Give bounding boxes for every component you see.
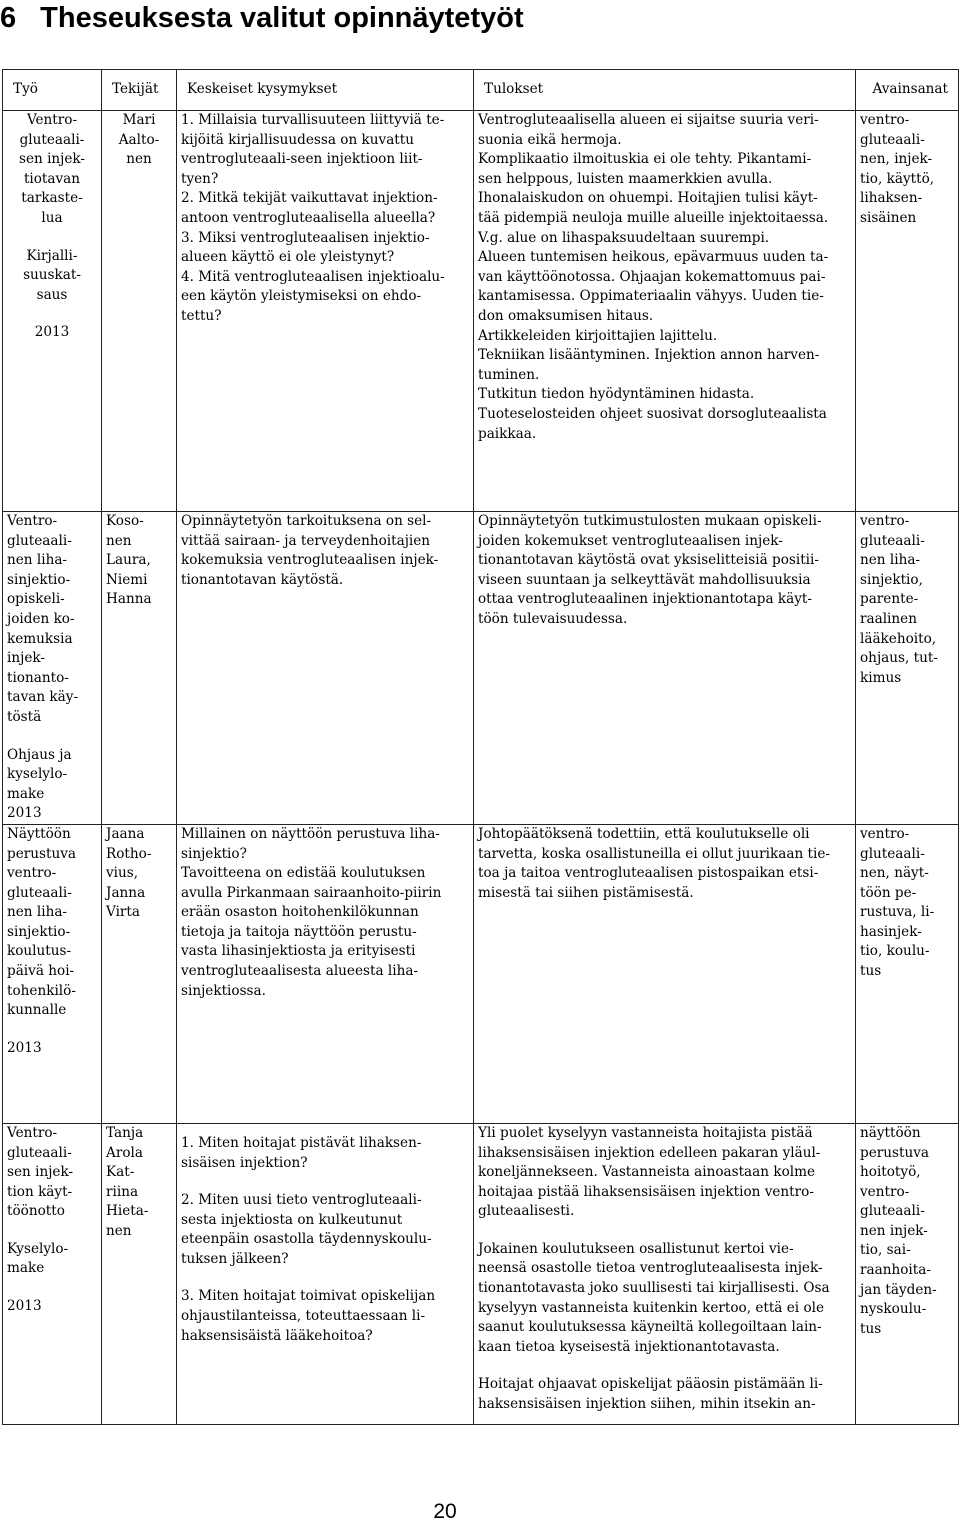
result-line: Yli puolet kyselyyn vastanneista hoitajista pistää bbox=[478, 1124, 813, 1141]
header-keywords: Avainsanat bbox=[856, 70, 959, 111]
questions-cell bbox=[177, 1123, 474, 1424]
work-line: tarkaste- bbox=[21, 190, 83, 207]
author-line: Virta bbox=[106, 904, 140, 921]
result-line: Opinnäytetyön tutkimustulosten mukaan opiskeli- bbox=[478, 513, 822, 529]
results-cell bbox=[474, 512, 856, 825]
question-line: sinjektio? bbox=[181, 845, 247, 862]
work-line: gluteaali- bbox=[7, 884, 72, 901]
author-line: Tanja bbox=[106, 1124, 144, 1141]
result-line: Jokainen koulutukseen osallistunut kertoi vie- bbox=[478, 1240, 794, 1257]
question-line: sesta injektiosta on kulkeutunut bbox=[181, 1211, 403, 1228]
author-line: nen bbox=[126, 151, 152, 168]
question-line: haksensisäistä lääkehoitoa? bbox=[181, 1327, 373, 1344]
author-line: nen bbox=[106, 532, 132, 549]
type-line: Kirjalli- bbox=[26, 247, 78, 264]
result-line: Tutkitun tiedon hyödyntäminen hidasta. bbox=[478, 386, 755, 403]
result-line: tää pidempiä neuloja muille alueille injektoitaessa. bbox=[478, 209, 829, 226]
work-line: nen liha- bbox=[7, 904, 68, 921]
question-line: 3. Miten hoitajat toimivat opiskelijan bbox=[181, 1288, 436, 1305]
section-heading bbox=[0, 0, 524, 36]
question-line: Millainen on näyttöön perustuva liha- bbox=[181, 825, 440, 842]
work-line: injek- bbox=[7, 650, 45, 667]
questions-cell bbox=[177, 111, 474, 512]
keyword-line: näyttöön bbox=[860, 1124, 921, 1141]
author-line: Kat- bbox=[106, 1164, 135, 1181]
work-line: tionanto- bbox=[7, 669, 69, 686]
table-row bbox=[3, 512, 959, 825]
work-line: sen injek- bbox=[18, 151, 86, 168]
work-line: tavan käy- bbox=[7, 689, 79, 706]
year: 2013 bbox=[7, 1039, 42, 1056]
questions-cell bbox=[177, 512, 474, 825]
result-line: tionantotavasta joko suullisesti tai kirjallisesti. Osa bbox=[478, 1280, 830, 1297]
result-line: kantamisessa. Oppimateriaalin vähyys. Uuden tie- bbox=[478, 288, 824, 305]
authors-cell bbox=[102, 1123, 177, 1424]
work-line: gluteaali- bbox=[19, 131, 85, 148]
keyword-line: ohjaus, tut- bbox=[860, 650, 938, 667]
author-line: Niemi bbox=[106, 571, 148, 588]
question-line: tyen? bbox=[181, 170, 219, 187]
question-line: Tavoitteena on edistää koulutuksen bbox=[181, 865, 426, 882]
table-row bbox=[3, 1123, 959, 1424]
keyword-line: tio, koulu- bbox=[860, 943, 930, 960]
question-line: tionantotavan käytöstä. bbox=[181, 571, 344, 588]
work-line: Ventro- bbox=[7, 513, 58, 529]
work-line: tohenkilö- bbox=[7, 982, 76, 999]
keyword-line: raanhoita- bbox=[860, 1262, 931, 1279]
keyword-line: tio, sai- bbox=[860, 1242, 911, 1259]
question-line: sinjektiossa. bbox=[181, 982, 266, 999]
keywords-cell bbox=[856, 1123, 959, 1424]
result-line: Ihonalaiskudon on ohuempi. Hoitajien tulisi käyt- bbox=[478, 190, 818, 207]
question-line: avulla Pirkanmaan sairaanhoito-piirin bbox=[181, 884, 442, 901]
keyword-line: gluteaali- bbox=[860, 1203, 925, 1220]
result-line: misestä tai siihen pistämisestä. bbox=[478, 884, 694, 901]
type-line: Ohjaus ja bbox=[7, 746, 72, 763]
header-results: Tulokset bbox=[474, 70, 856, 111]
keyword-line: lääkehoito, bbox=[860, 630, 937, 647]
result-line: Alueen tuntemisen heikous, epävarmuus uuden ta- bbox=[478, 249, 829, 266]
result-line: paikkaa. bbox=[478, 425, 537, 442]
keyword-line: gluteaali- bbox=[860, 131, 925, 148]
question-line: 4. Mitä ventrogluteaalisen injektioalu- bbox=[181, 268, 445, 285]
author-line: Laura, bbox=[106, 552, 151, 569]
work-line: Näyttöön bbox=[7, 825, 71, 842]
result-line: joiden kokemukset ventrogluteaalisen injek- bbox=[478, 532, 783, 549]
keyword-line: tus bbox=[860, 1320, 882, 1337]
work-line: tiotavan bbox=[23, 170, 81, 187]
keyword-line: sisäinen bbox=[860, 209, 917, 226]
keyword-line: töön pe- bbox=[860, 884, 917, 901]
work-line: kunnalle bbox=[7, 1002, 67, 1019]
results-cell bbox=[474, 824, 856, 1123]
result-line: gluteaalisesti. bbox=[478, 1203, 575, 1220]
result-line: saanut koulutuksessa käyneiltä kollegoiltaan lain- bbox=[478, 1319, 822, 1336]
result-line: Tekniikan lisääntyminen. Injektion annon harven- bbox=[478, 347, 820, 364]
table-header-row bbox=[3, 70, 959, 111]
keyword-line: ventro- bbox=[860, 112, 910, 128]
question-line: 2. Mitkä tekijät vaikuttavat injektion- bbox=[181, 190, 438, 207]
author-line: riina bbox=[106, 1183, 139, 1200]
result-line: suonia eikä hermoja. bbox=[478, 131, 622, 148]
question-line: 1. Millaisia turvallisuuteen liittyviä te- bbox=[181, 112, 445, 128]
result-line: viseen suuntaan ja selkeyttävät mahdollisuuksia bbox=[478, 571, 811, 588]
year: 2013 bbox=[7, 805, 42, 822]
question-line: een käytön yleistymiseksi on ehdo- bbox=[181, 288, 422, 305]
keywords-cell bbox=[856, 512, 959, 825]
result-line: sen helppous, luisten maamerkkien avulla. bbox=[478, 170, 773, 187]
work-line: tion käyt- bbox=[7, 1183, 73, 1200]
result-line: neensä osastolle tietoa ventrogluteaalisesta injek- bbox=[478, 1260, 823, 1277]
work-line: perustuva bbox=[7, 845, 76, 862]
keyword-line: ventro- bbox=[860, 825, 910, 842]
keyword-line: kimus bbox=[860, 669, 902, 686]
author-line: vius, bbox=[106, 865, 139, 882]
keyword-line: ventro- bbox=[860, 513, 910, 529]
result-line: töön tulevaisuudessa. bbox=[478, 610, 628, 627]
question-line: kijöitä kirjallisuudessa on kuvattu bbox=[181, 131, 414, 148]
keywords-cell bbox=[856, 824, 959, 1123]
work-cell bbox=[3, 512, 102, 825]
keyword-line: hoitotyö, bbox=[860, 1164, 921, 1181]
result-line: lihaksensisäisen injektion edelleen pakaran yläul- bbox=[478, 1144, 821, 1161]
questions-cell bbox=[177, 824, 474, 1123]
question-line: 3. Miksi ventrogluteaalisen injektio- bbox=[181, 229, 430, 246]
result-line: koneljännekseen. Vastanneista ainoastaan kolme bbox=[478, 1164, 816, 1181]
work-line: töönotto bbox=[7, 1203, 65, 1220]
type-line: make bbox=[7, 785, 45, 802]
author-line: Rotho- bbox=[106, 845, 152, 862]
result-line: tionantotavan käytöstä ovat yksiselitteisiä positii- bbox=[478, 552, 819, 569]
header-authors: Tekijät bbox=[102, 70, 177, 111]
question-line: kokemuksia ventrogluteaalisen injek- bbox=[181, 552, 439, 569]
keyword-line: nen injek- bbox=[860, 1222, 928, 1239]
section-title: Theseuksesta valitut opinnäytetyöt bbox=[40, 1, 524, 34]
work-line: sinjektio- bbox=[7, 571, 71, 588]
result-line: Johtopäätöksenä todettiin, että koulutukselle oli bbox=[478, 825, 810, 842]
keyword-line: gluteaali- bbox=[860, 845, 925, 862]
result-line: hoitajaa pistää lihaksensisäisen injektion ventro- bbox=[478, 1183, 814, 1200]
result-line: tarvetta, koska osallistuneilla ei ollut juurikaan tie- bbox=[478, 845, 830, 862]
work-line: Ventro- bbox=[7, 1124, 58, 1141]
result-line: tuminen. bbox=[478, 366, 540, 383]
question-line: ventrogluteaali-seen injektioon liit- bbox=[181, 151, 423, 168]
type-line: kyselylo- bbox=[7, 766, 68, 783]
keyword-line: nyskoulu- bbox=[860, 1301, 927, 1318]
question-line: 2. Miten uusi tieto ventrogluteaali- bbox=[181, 1192, 422, 1209]
work-cell bbox=[3, 824, 102, 1123]
author-line: Arola bbox=[106, 1144, 143, 1161]
work-line: sen injek- bbox=[7, 1164, 74, 1181]
work-line: päivä hoi- bbox=[7, 963, 75, 980]
results-cell bbox=[474, 111, 856, 512]
question-line: tuksen jälkeen? bbox=[181, 1250, 289, 1267]
question-line: vittää sairaan- ja terveydenhoitajien bbox=[181, 532, 431, 549]
question-line: tietoja ja taitoja näyttöön perustu- bbox=[181, 923, 417, 940]
authors-cell bbox=[102, 111, 177, 512]
keyword-line: parente- bbox=[860, 591, 919, 608]
keywords-cell bbox=[856, 111, 959, 512]
author-line: Janna bbox=[106, 884, 146, 901]
question-line: tettu? bbox=[181, 307, 222, 324]
result-line: Artikkeleiden kirjoittajien lajittelu. bbox=[478, 327, 718, 344]
keyword-line: jan täyden- bbox=[860, 1281, 937, 1298]
work-line: sinjektio- bbox=[7, 923, 71, 940]
authors-cell bbox=[102, 824, 177, 1123]
header-questions: Keskeiset kysymykset bbox=[177, 70, 474, 111]
work-cell bbox=[3, 1123, 102, 1424]
question-line: sisäisen injektion? bbox=[181, 1154, 308, 1171]
result-line: V.g. alue on lihaspaksuudeltaan suurempi. bbox=[478, 229, 770, 246]
result-line: kyselyyn vastanneista kuitenkin kertoo, että ei ole bbox=[478, 1299, 825, 1316]
result-line: Tuoteselosteiden ohjeet suosivat dorsogluteaalista bbox=[478, 405, 827, 422]
keyword-line: gluteaali- bbox=[860, 532, 925, 549]
work-line: lua bbox=[41, 209, 63, 226]
result-line: Hoitajat ohjaavat opiskelijat pääosin pistämään li- bbox=[478, 1376, 823, 1393]
result-line: haksensisäisen injektion siihen, mihin itsekin an- bbox=[478, 1396, 816, 1413]
result-line: van käyttöönotossa. Ohjaajan kokemattomuus pai- bbox=[478, 268, 826, 285]
thesis-table bbox=[2, 69, 959, 1425]
question-line: erään osaston hoitohenkilökunnan bbox=[181, 904, 419, 921]
result-line: Ventrogluteaalisella alueen ei sijaitse suuria veri- bbox=[478, 112, 819, 128]
keyword-line: hasinjek- bbox=[860, 923, 922, 940]
author-line: Hanna bbox=[106, 591, 152, 608]
result-line: toa ja taitoa ventrogluteaalisen pistospaikan etsi- bbox=[478, 865, 819, 882]
type-line: make bbox=[7, 1260, 45, 1277]
keyword-line: nen liha- bbox=[860, 552, 921, 569]
work-line: gluteaali- bbox=[7, 532, 72, 549]
year: 2013 bbox=[7, 1298, 42, 1315]
work-line: Ventro- bbox=[26, 112, 78, 128]
question-line: ohjaustilanteissa, toteuttaessaan li- bbox=[181, 1308, 426, 1325]
keyword-line: lihaksen- bbox=[860, 190, 923, 207]
result-line: ottaa ventrogluteaalinen injektionantotapa käyt- bbox=[478, 591, 812, 608]
type-line: suuskat- bbox=[23, 267, 81, 284]
header-work: Työ bbox=[3, 70, 102, 111]
result-line: don omaksumisen hitaus. bbox=[478, 307, 654, 324]
work-line: töstä bbox=[7, 708, 42, 725]
question-line: 1. Miten hoitajat pistävät lihaksen- bbox=[181, 1134, 422, 1151]
result-line: Komplikaatio ilmoituskia ei ole tehty. Pikantami- bbox=[478, 151, 812, 168]
table-row bbox=[3, 824, 959, 1123]
keyword-line: nen, näyt- bbox=[860, 865, 929, 882]
type-line: saus bbox=[36, 286, 68, 303]
author-line: Hieta- bbox=[106, 1203, 149, 1220]
keyword-line: ventro- bbox=[860, 1183, 910, 1200]
question-line: vasta lihasinjektiosta ja erityisesti bbox=[181, 943, 416, 960]
result-line: kaan tietoa kyseisestä injektionantotavasta. bbox=[478, 1338, 780, 1355]
keyword-line: tus bbox=[860, 963, 882, 980]
work-line: ventro- bbox=[7, 865, 57, 882]
keyword-line: rustuva, li- bbox=[860, 904, 935, 921]
page-number: 20 bbox=[433, 1500, 457, 1523]
results-cell bbox=[474, 1123, 856, 1424]
work-line: kemuksia bbox=[7, 630, 73, 647]
work-line: joiden ko- bbox=[7, 610, 75, 627]
question-line: antoon ventrogluteaalisella alueella? bbox=[181, 209, 436, 226]
author-line: Koso- bbox=[106, 513, 144, 529]
keyword-line: nen, injek- bbox=[860, 151, 933, 168]
author-line: Jaana bbox=[106, 825, 145, 842]
work-line: koulutus- bbox=[7, 943, 72, 960]
table-row bbox=[3, 111, 959, 512]
work-line: nen liha- bbox=[7, 552, 68, 569]
author-line: Aalto- bbox=[118, 131, 160, 148]
question-line: ventrogluteaalisesta alueesta liha- bbox=[181, 963, 419, 980]
work-line: opiskeli- bbox=[7, 591, 65, 608]
question-line: alueen käyttö ei ole yleistynyt? bbox=[181, 249, 395, 266]
question-line: Opinnäytetyön tarkoituksena on sel- bbox=[181, 513, 432, 529]
author-line: nen bbox=[106, 1222, 132, 1239]
keyword-line: perustuva bbox=[860, 1144, 929, 1161]
keyword-line: tio, käyttö, bbox=[860, 170, 935, 187]
section-number: 6 bbox=[0, 1, 17, 34]
type-line: Kyselylo- bbox=[7, 1240, 69, 1257]
keyword-line: sinjektio, bbox=[860, 571, 923, 588]
work-line: gluteaali- bbox=[7, 1144, 72, 1161]
author-line: Mari bbox=[122, 112, 156, 128]
question-line: eteenpäin osastolla täydennyskoulu- bbox=[181, 1231, 432, 1248]
keyword-line: raalinen bbox=[860, 610, 917, 627]
year: 2013 bbox=[34, 324, 70, 341]
authors-cell bbox=[102, 512, 177, 825]
work-cell bbox=[3, 111, 102, 512]
